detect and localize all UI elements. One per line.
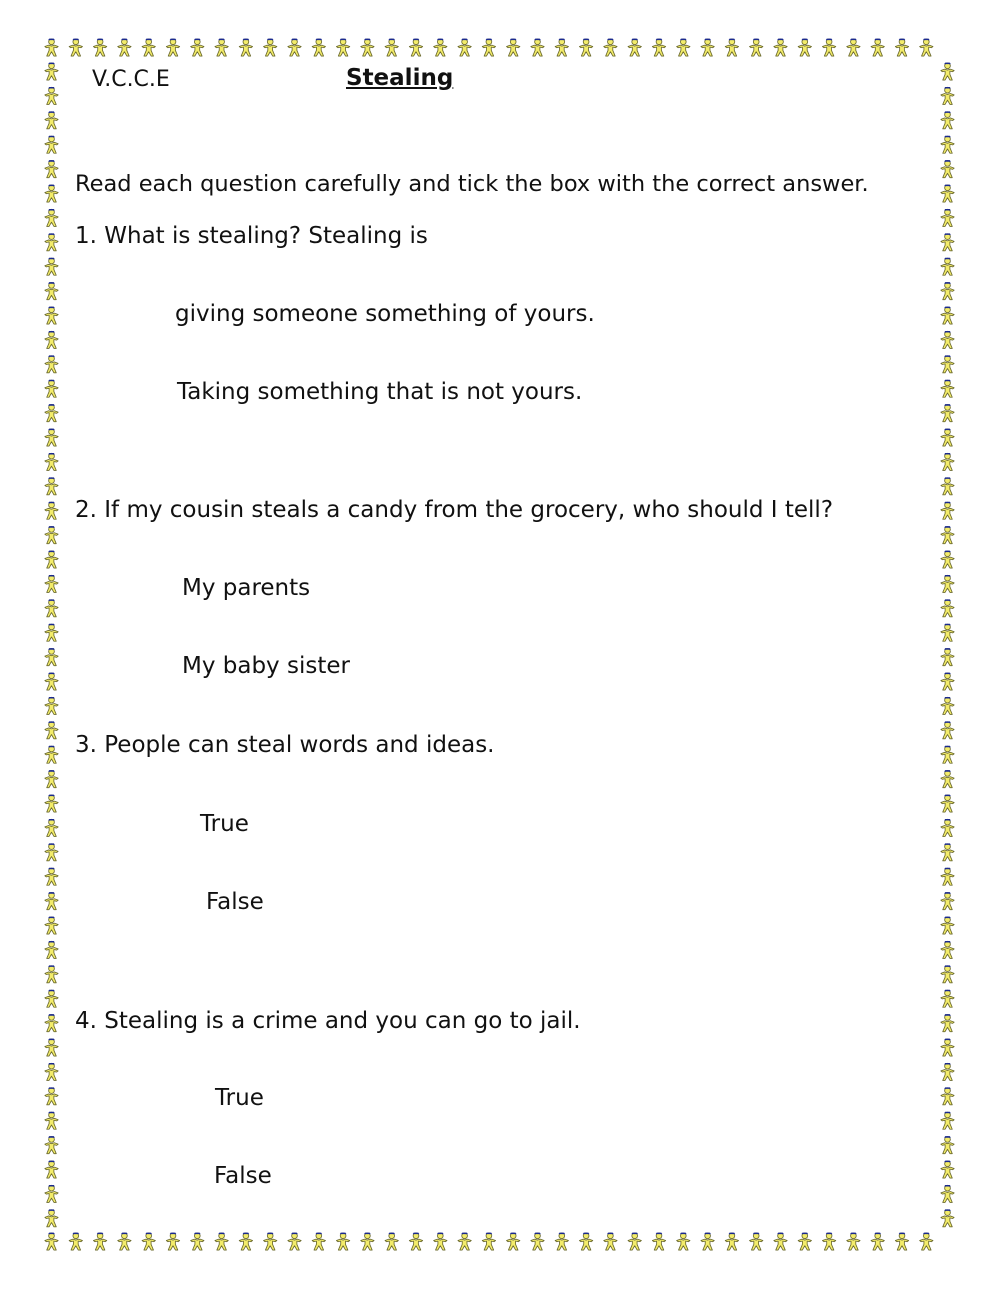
- border-figure-icon: [45, 380, 58, 397]
- border-figure-icon: [941, 111, 954, 128]
- question-3: 3. People can steal words and ideas.: [75, 732, 495, 758]
- question-4-option-1: True: [215, 1085, 264, 1111]
- border-figure-icon: [45, 721, 58, 738]
- border-figure-icon: [941, 87, 954, 104]
- border-figure-icon: [941, 258, 954, 275]
- border-figure-icon: [45, 1209, 58, 1226]
- border-figure-icon: [941, 282, 954, 299]
- question-3-option-1: True: [200, 811, 249, 837]
- border-figure-icon: [45, 502, 58, 519]
- border-figure-icon: [385, 39, 398, 56]
- border-figure-icon: [750, 39, 763, 56]
- border-figure-icon: [941, 209, 954, 226]
- border-figure-icon: [45, 917, 58, 934]
- border-figure-icon: [941, 526, 954, 543]
- border-figure-icon: [215, 1233, 228, 1250]
- border-figure-icon: [941, 160, 954, 177]
- border-figure-icon: [45, 843, 58, 860]
- border-figure-icon: [191, 39, 204, 56]
- border-figure-icon: [45, 160, 58, 177]
- border-figure-icon: [847, 1233, 860, 1250]
- border-figure-icon: [45, 39, 58, 56]
- border-figure-icon: [941, 648, 954, 665]
- border-figure-icon: [264, 39, 277, 56]
- border-right: [941, 63, 954, 1227]
- border-figure-icon: [45, 111, 58, 128]
- border-figure-icon: [941, 404, 954, 421]
- worksheet-title: Stealing: [346, 65, 454, 91]
- question-1-option-2: Taking something that is not yours.: [177, 379, 583, 405]
- border-figure-icon: [385, 1233, 398, 1250]
- border-figure-icon: [361, 39, 374, 56]
- border-figure-icon: [142, 39, 155, 56]
- border-figure-icon: [45, 404, 58, 421]
- border-figure-icon: [434, 39, 447, 56]
- border-figure-icon: [941, 1209, 954, 1226]
- border-figure-icon: [652, 1233, 665, 1250]
- border-figure-icon: [677, 39, 690, 56]
- question-3-option-2: False: [206, 889, 264, 915]
- border-figure-icon: [941, 1039, 954, 1056]
- border-figure-icon: [45, 648, 58, 665]
- border-figure-icon: [920, 39, 933, 56]
- border-figure-icon: [118, 39, 131, 56]
- border-figure-icon: [750, 1233, 763, 1250]
- border-figure-icon: [45, 673, 58, 690]
- border-figure-icon: [941, 795, 954, 812]
- border-figure-icon: [555, 1233, 568, 1250]
- border-figure-icon: [45, 282, 58, 299]
- border-figure-icon: [531, 1233, 544, 1250]
- border-figure-icon: [941, 1063, 954, 1080]
- border-figure-icon: [45, 209, 58, 226]
- border-figure-icon: [941, 965, 954, 982]
- border-figure-icon: [45, 770, 58, 787]
- border-figure-icon: [45, 990, 58, 1007]
- border-figure-icon: [45, 136, 58, 153]
- border-figure-icon: [652, 39, 665, 56]
- border-figure-icon: [941, 599, 954, 616]
- border-figure-icon: [941, 1161, 954, 1178]
- border-figure-icon: [941, 697, 954, 714]
- border-figure-icon: [941, 575, 954, 592]
- border-figure-icon: [69, 39, 82, 56]
- border-figure-icon: [725, 39, 738, 56]
- border-figure-icon: [45, 624, 58, 641]
- border-figure-icon: [941, 770, 954, 787]
- border-figure-icon: [45, 1161, 58, 1178]
- border-figure-icon: [941, 1112, 954, 1129]
- border-figure-icon: [45, 746, 58, 763]
- border-figure-icon: [45, 1136, 58, 1153]
- border-figure-icon: [941, 819, 954, 836]
- border-figure-icon: [312, 1233, 325, 1250]
- border-figure-icon: [458, 39, 471, 56]
- border-figure-icon: [45, 892, 58, 909]
- border-figure-icon: [774, 1233, 787, 1250]
- border-figure-icon: [434, 1233, 447, 1250]
- border-figure-icon: [822, 39, 835, 56]
- border-figure-icon: [604, 39, 617, 56]
- border-figure-icon: [288, 39, 301, 56]
- border-figure-icon: [336, 39, 349, 56]
- border-figure-icon: [45, 526, 58, 543]
- border-figure-icon: [941, 429, 954, 446]
- border-figure-icon: [45, 819, 58, 836]
- border-figure-icon: [45, 1039, 58, 1056]
- border-figure-icon: [555, 39, 568, 56]
- border-figure-icon: [941, 843, 954, 860]
- question-4: 4. Stealing is a crime and you can go to jail.: [75, 1008, 581, 1034]
- border-figure-icon: [628, 39, 641, 56]
- border-figure-icon: [941, 1185, 954, 1202]
- border-figure-icon: [409, 1233, 422, 1250]
- border-figure-icon: [701, 39, 714, 56]
- school-name: V.C.C.E: [92, 67, 170, 92]
- instructions-text: Read each question carefully and tick the box with the correct answer.: [75, 171, 869, 197]
- border-figure-icon: [895, 39, 908, 56]
- border-figure-icon: [798, 39, 811, 56]
- border-figure-icon: [941, 1087, 954, 1104]
- border-figure-icon: [941, 453, 954, 470]
- border-figure-icon: [45, 575, 58, 592]
- question-1-option-1: giving someone something of yours.: [175, 301, 595, 327]
- border-figure-icon: [45, 355, 58, 372]
- border-figure-icon: [45, 551, 58, 568]
- border-figure-icon: [45, 63, 58, 80]
- border-figure-icon: [45, 1014, 58, 1031]
- border-figure-icon: [45, 429, 58, 446]
- border-figure-icon: [45, 1112, 58, 1129]
- border-figure-icon: [579, 39, 592, 56]
- question-4-option-2: False: [214, 1163, 272, 1189]
- border-figure-icon: [191, 1233, 204, 1250]
- border-figure-icon: [847, 39, 860, 56]
- border-figure-icon: [45, 697, 58, 714]
- border-figure-icon: [941, 746, 954, 763]
- border-figure-icon: [288, 1233, 301, 1250]
- border-figure-icon: [941, 380, 954, 397]
- border-figure-icon: [45, 599, 58, 616]
- border-figure-icon: [941, 868, 954, 885]
- border-figure-icon: [166, 1233, 179, 1250]
- border-figure-icon: [45, 1087, 58, 1104]
- border-bottom: [45, 1233, 933, 1250]
- border-figure-icon: [142, 1233, 155, 1250]
- border-figure-icon: [774, 39, 787, 56]
- border-figure-icon: [215, 39, 228, 56]
- question-2: 2. If my cousin steals a candy from the grocery, who should I tell?: [75, 497, 834, 523]
- border-figure-icon: [69, 1233, 82, 1250]
- border-figure-icon: [45, 233, 58, 250]
- border-figure-icon: [895, 1233, 908, 1250]
- border-figure-icon: [239, 39, 252, 56]
- border-figure-icon: [941, 185, 954, 202]
- border-figure-icon: [45, 941, 58, 958]
- border-figure-icon: [871, 1233, 884, 1250]
- border-figure-icon: [941, 1014, 954, 1031]
- border-figure-icon: [361, 1233, 374, 1250]
- border-figure-icon: [941, 355, 954, 372]
- border-figure-icon: [166, 39, 179, 56]
- border-figure-icon: [871, 39, 884, 56]
- border-figure-icon: [45, 307, 58, 324]
- border-figure-icon: [941, 990, 954, 1007]
- question-2-option-1: My parents: [182, 575, 311, 601]
- border-figure-icon: [941, 673, 954, 690]
- border-figure-icon: [628, 1233, 641, 1250]
- border-figure-icon: [725, 1233, 738, 1250]
- border-figure-icon: [941, 1136, 954, 1153]
- border-figure-icon: [458, 1233, 471, 1250]
- border-figure-icon: [45, 965, 58, 982]
- border-figure-icon: [941, 331, 954, 348]
- border-left: [45, 63, 58, 1227]
- border-figure-icon: [941, 136, 954, 153]
- border-figure-icon: [45, 795, 58, 812]
- border-figure-icon: [941, 233, 954, 250]
- border-figure-icon: [579, 1233, 592, 1250]
- border-figure-icon: [118, 1233, 131, 1250]
- border-figure-icon: [798, 1233, 811, 1250]
- border-figure-icon: [941, 917, 954, 934]
- border-figure-icon: [93, 1233, 106, 1250]
- border-figure-icon: [822, 1233, 835, 1250]
- border-figure-icon: [677, 1233, 690, 1250]
- border-figure-icon: [93, 39, 106, 56]
- border-figure-icon: [941, 502, 954, 519]
- border-figure-icon: [45, 258, 58, 275]
- border-figure-icon: [482, 1233, 495, 1250]
- border-top: [45, 39, 933, 56]
- border-figure-icon: [45, 477, 58, 494]
- border-figure-icon: [239, 1233, 252, 1250]
- border-figure-icon: [264, 1233, 277, 1250]
- border-figure-icon: [336, 1233, 349, 1250]
- border-figure-icon: [312, 39, 325, 56]
- border-figure-icon: [941, 63, 954, 80]
- border-figure-icon: [941, 551, 954, 568]
- border-figure-icon: [941, 941, 954, 958]
- border-figure-icon: [941, 307, 954, 324]
- border-figure-icon: [45, 1185, 58, 1202]
- border-figure-icon: [45, 1233, 58, 1250]
- border-figure-icon: [507, 39, 520, 56]
- border-figure-icon: [45, 453, 58, 470]
- border-figure-icon: [482, 39, 495, 56]
- border-figure-icon: [409, 39, 422, 56]
- border-figure-icon: [45, 868, 58, 885]
- border-figure-icon: [701, 1233, 714, 1250]
- border-figure-icon: [920, 1233, 933, 1250]
- border-figure-icon: [45, 185, 58, 202]
- border-figure-icon: [45, 331, 58, 348]
- question-2-option-2: My baby sister: [182, 653, 350, 679]
- question-1: 1. What is stealing? Stealing is: [75, 223, 428, 249]
- border-figure-icon: [941, 477, 954, 494]
- border-figure-icon: [604, 1233, 617, 1250]
- border-figure-icon: [941, 721, 954, 738]
- border-figure-icon: [531, 39, 544, 56]
- border-figure-icon: [45, 1063, 58, 1080]
- border-figure-icon: [941, 892, 954, 909]
- border-figure-icon: [507, 1233, 520, 1250]
- border-figure-icon: [45, 87, 58, 104]
- border-figure-icon: [941, 624, 954, 641]
